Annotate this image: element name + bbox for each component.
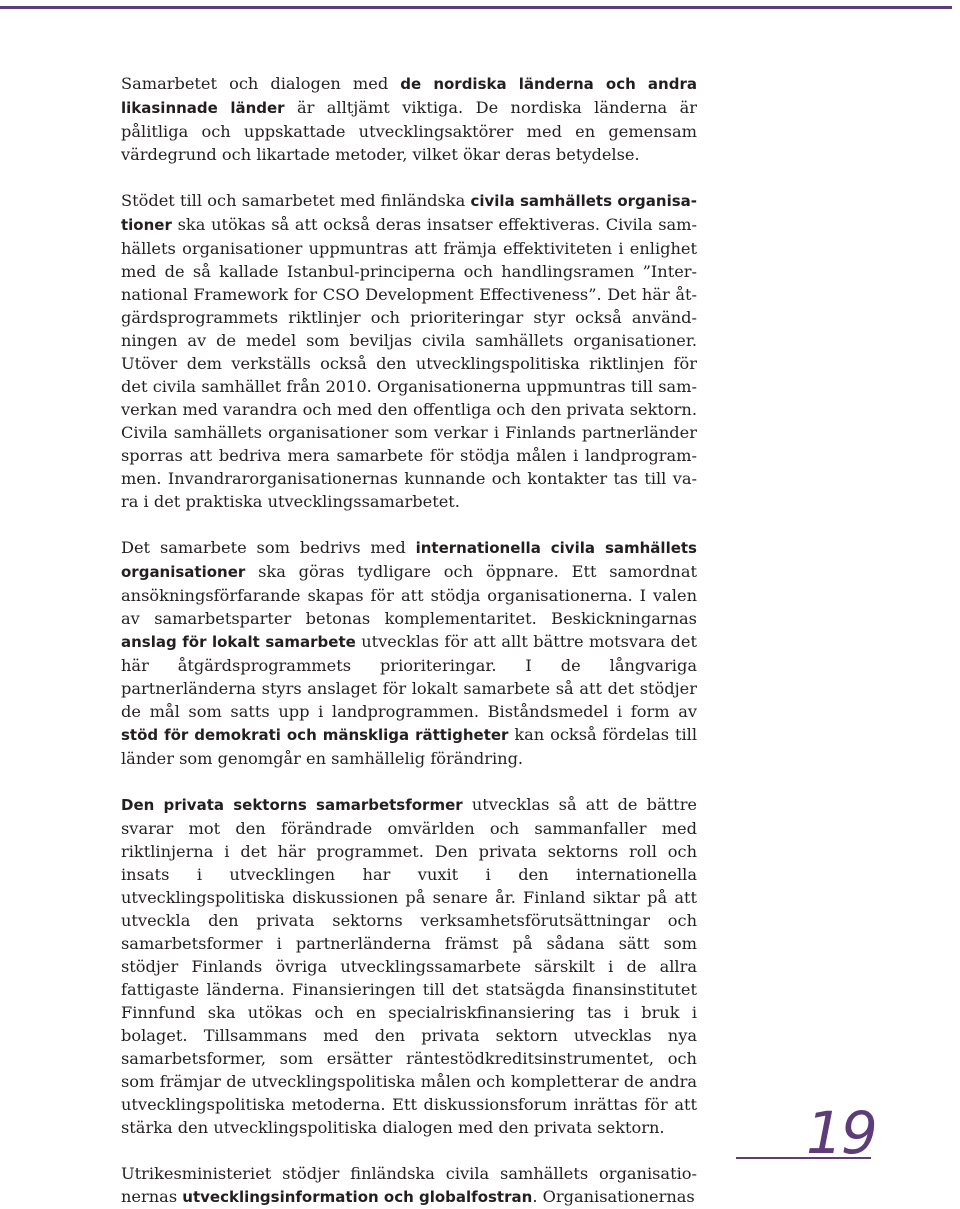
text-run: utvecklas så att de bättre svarar mot den förändrade omvärlden och sammanfaller med riktlinjerna i det här programmet. Den privata sektorns roll och insats i utvecklingen har vuxit i den internationella utvecklingspolitiska diskussionen på senare år. Finland siktar på att utveckla den privata sektorns verksamhetsförutsättningar och samarbetsformer i partnerländerna främst på sådana sätt som stödjer Finlands övriga utvecklingssamarbete särskilt i de allra fattigaste länderna. Finansieringen till det statsägda finansinstitutet Finnfund ska utökas och en specialriskfinansiering tas i bruk i bolaget. Tillsammans med den privata sektorn utvecklas nya samarbetsformer, som ersätter räntestödkreditsinstrumentet, och som främjar de utvecklingspolitiska målen och kompletterar de andra utvecklingspolitiska metoderna. Ett diskussionsforum inrättas för att stärka den utvecklingspolitiska dialogen med den privata sektorn. [121, 795, 698, 1137]
text-run: Samarbetet och dialogen med [121, 74, 401, 93]
text-run: ska göras tydligare och öppnare. Ett samordnat ansökningsförfarande skapas för att stödja organisationerna. I valen av samarbetsparter betonas komplementaritet. Beskickningarnas [121, 562, 697, 628]
paragraph-private-sector [121, 793, 697, 1139]
text-run: . Organisationernas [532, 1187, 695, 1206]
text-run: ska utökas så att också deras insatser effektiveras. Civila samhällets organisationer uppmuntras att främja effektiviteten i enlighet med de så kallade Istanbul-principerna och handlingsramen ”International Framework for CSO Development Effectiveness”. Det här åtgärdsprogrammets riktlinjer och prioriteringar styr också användningen av de medel som beviljas civila samhällets organisationer. Utöver dem verkställs också den utvecklingspolitiska riktlinjen för det civila samhället från 2010. Organisationerna uppmuntras till samverkan med varandra och med den offentliga och den privata sektorn. Civila samhällets organisationer som verkar i Finlands partnerländer sporras att bedriva mera samarbete för stödja målen i landprogrammen. Invandrarorganisationernas kunnande och kontakter tas till vara i det praktiska utvecklingssamarbetet. [121, 215, 697, 511]
top-rule [0, 6, 952, 9]
text-run: Det samarbete som bedrivs med [121, 538, 416, 557]
body-text [121, 72, 697, 1209]
bold-term: de nordiska länderna och andra likasinnade länder [121, 75, 697, 117]
bold-term: civila samhällets organisationer [121, 192, 697, 234]
text-run: utvecklas för att allt bättre motsvara det här åtgärdsprogrammets prioriteringar. I de långvariga partnerländerna styrs anslaget för lokalt samarbete så att det stödjer de mål som satts upp i landprogrammen. Biståndsmedel i form av [121, 632, 697, 721]
text-run: är alltjämt viktiga. De nordiska länderna är pålitliga och uppskattade utvecklingsaktörer med en gemensam värdegrund och likartade metoder, vilket ökar deras betydelse. [121, 98, 697, 164]
bold-term: internationella civila samhällets organisationer [121, 539, 697, 581]
text-run: kan också fördelas till länder som genomgår en samhällelig förändring. [121, 725, 697, 768]
paragraph-nordic-cooperation [121, 72, 697, 166]
bold-term: utvecklingsinformation och globalfostran [182, 1188, 533, 1206]
text-run: Stödet till och samarbetet med finländska [121, 191, 471, 210]
text-run: Utrikesministeriet stödjer finländska civila samhällets organisationernas [121, 1164, 697, 1206]
paragraph-civil-society [121, 189, 697, 513]
bold-term: anslag för lokalt samarbete [121, 633, 356, 651]
paragraph-international-organisations [121, 536, 697, 770]
page-number: 19 [806, 1099, 876, 1167]
bold-term: stöd för demokrati och mänskliga rättigheter [121, 726, 509, 744]
bold-term: Den privata sektorns samarbetsformer [121, 796, 463, 814]
paragraph-development-communication [121, 1162, 697, 1209]
